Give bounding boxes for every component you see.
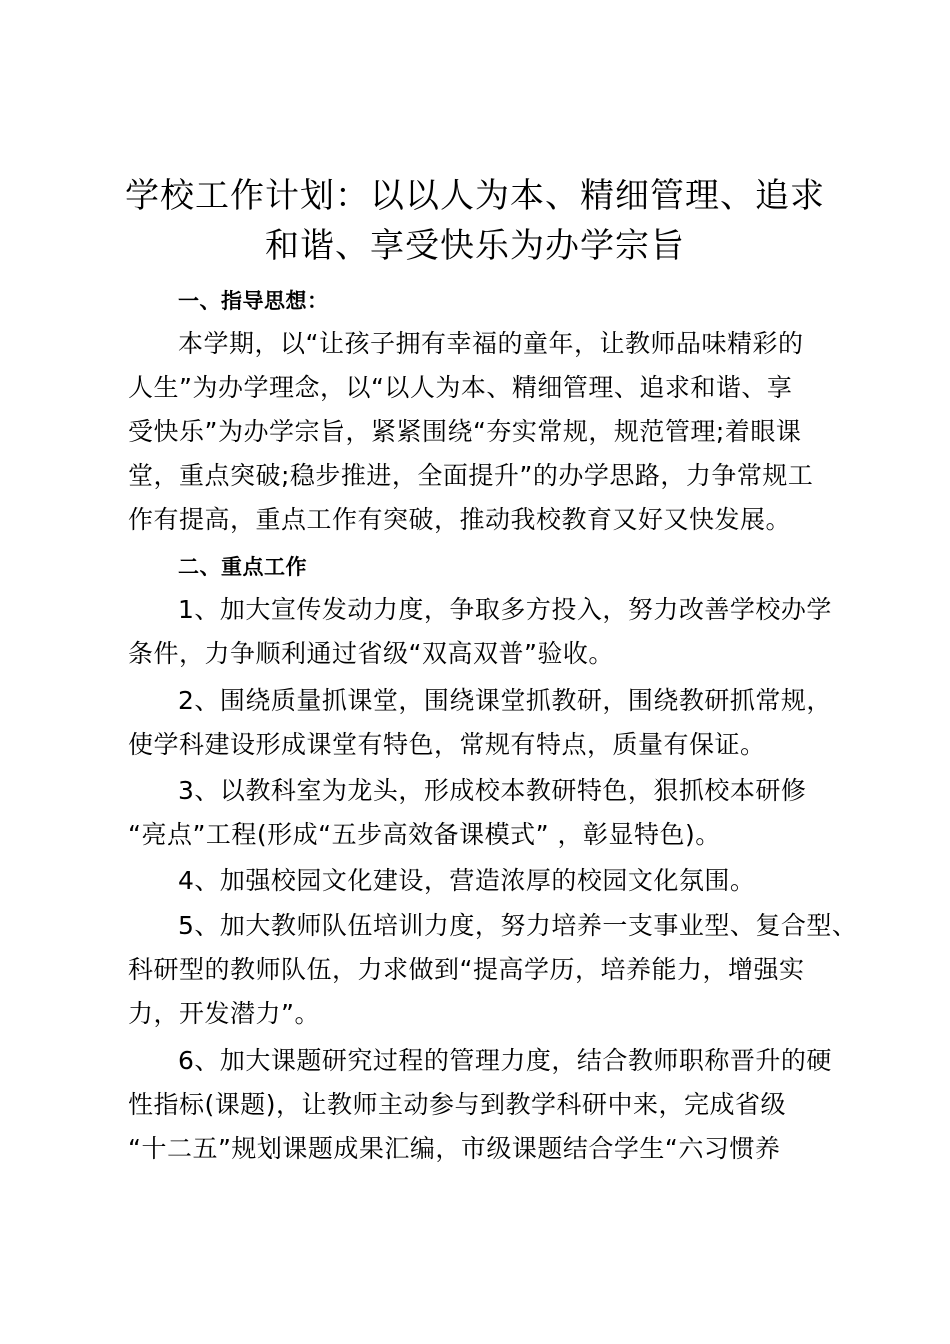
section-heading-guiding-thought: 一、指导思想：	[178, 289, 329, 313]
list-item-line: “亮点”工程(形成“五步高效备课模式” ，彰显特色)。	[128, 820, 721, 849]
paragraph-line: 堂，重点突破;稳步推进，全面提升”的办学思路，力争常规工	[128, 461, 814, 490]
paragraph-line: 人生”为办学理念，以“以人为本、精细管理、追求和谐、享	[128, 373, 793, 402]
list-item-line: 1、加大宣传发动力度，争取多方投入，努力改善学校办学	[178, 595, 832, 624]
list-item-line: “十二五”规划课题成果汇编，市级课题结合学生“六习惯养	[128, 1134, 781, 1163]
list-item-line: 3、以教科室为龙头，形成校本教研特色，狠抓校本研修	[178, 776, 807, 805]
list-item-line: 力，开发潜力”。	[128, 999, 320, 1028]
list-item-line: 5、加大教师队伍培训力度，努力培养一支事业型、复合型、	[178, 911, 858, 940]
list-item-line: 科研型的教师队伍，力求做到“提高学历，培养能力，增强实	[128, 955, 805, 984]
list-item-line: 2、围绕质量抓课堂，围绕课堂抓教研，围绕教研抓常规，	[178, 686, 832, 715]
list-item-line: 4、加强校园文化建设，营造浓厚的校园文化氛围。	[178, 866, 756, 895]
paragraph-line: 本学期，以“让孩子拥有幸福的童年，让教师品味精彩的	[178, 329, 804, 358]
list-item-line: 性指标(课题)，让教师主动参与到教学科研中来，完成省级	[128, 1090, 787, 1119]
list-item-line: 条件，力争顺利通过省级“双高双普”验收。	[128, 639, 614, 668]
list-item-line: 6、加大课题研究过程的管理力度，结合教师职称晋升的硬	[178, 1046, 832, 1075]
document-title-line-1: 学校工作计划：以以人为本、精细管理、追求	[125, 176, 825, 216]
paragraph-line: 受快乐”为办学宗旨，紧紧围绕“夯实常规，规范管理;着眼课	[128, 417, 802, 446]
paragraph-line: 作有提高，重点工作有突破，推动我校教育又好又快发展。	[128, 505, 792, 534]
section-heading-key-work: 二、重点工作	[178, 555, 307, 579]
document-title-line-2: 和谐、享受快乐为办学宗旨	[265, 226, 685, 266]
list-item-line: 使学科建设形成课堂有特色，常规有特点，质量有保证。	[128, 730, 766, 759]
